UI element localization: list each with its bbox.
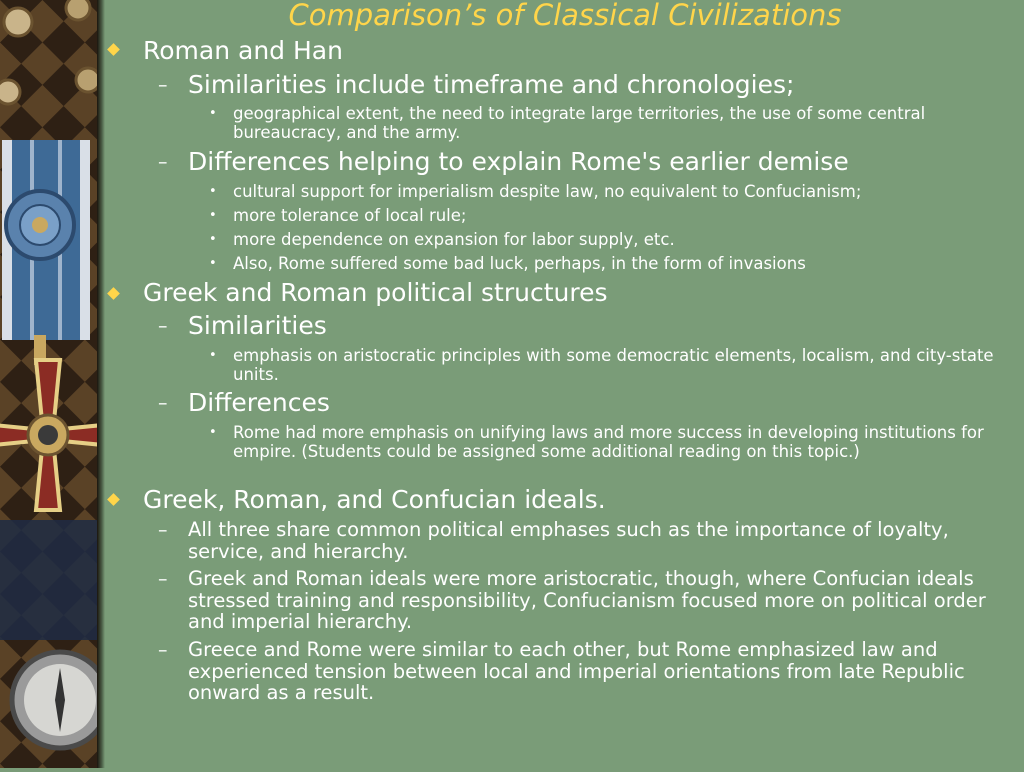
list-item: Differences helping to explain Rome's earlier demise: [188, 147, 849, 176]
section-heading: Greek and Roman political structures: [143, 278, 608, 307]
list-item: more tolerance of local rule;: [233, 206, 467, 225]
list-item: Also, Rome suffered some bad luck, perhaps, in the form of invasions: [233, 254, 806, 273]
list-item: Greece and Rome were similar to each other, but Rome emphasized law and experienced tension between local and imperial orientations from late Republic onward as a result.: [188, 638, 965, 704]
list-item: emphasis on aristocratic principles with some democratic elements, localism, and city-state units.: [233, 346, 994, 384]
list-item: Similarities include timeframe and chronologies;: [188, 70, 795, 99]
list-item: Rome had more emphasis on unifying laws and more success in developing institutions for empire. (Students could be assigned some additional reading on this topic.): [233, 423, 984, 461]
list-item: more dependence on expansion for labor supply, etc.: [233, 230, 675, 249]
dot-bullet-icon: •: [209, 256, 217, 271]
dash-bullet-icon: –: [158, 315, 168, 337]
diamond-bullet-icon: [107, 493, 120, 506]
dash-bullet-icon: –: [158, 151, 168, 173]
strip-shadow: [97, 0, 105, 768]
list-item: Greek and Roman ideals were more aristocratic, though, where Confucian ideals stressed training and responsibility, Confucianism focused more on political order and imperial hierarchy.: [188, 567, 986, 633]
diamond-bullet-icon: [107, 287, 120, 300]
list-item: Differences: [188, 388, 330, 417]
dash-bullet-icon: –: [158, 568, 168, 590]
list-item: All three share common political emphases such as the importance of loyalty, service, and hierarchy.: [188, 518, 949, 563]
dot-bullet-icon: •: [209, 425, 217, 440]
section-heading: Greek, Roman, and Confucian ideals.: [143, 485, 606, 514]
dot-bullet-icon: •: [209, 106, 217, 121]
decorative-medal-image: [0, 0, 97, 768]
list-item: cultural support for imperialism despite law, no equivalent to Confucianism;: [233, 182, 862, 201]
dash-bullet-icon: –: [158, 639, 168, 661]
list-item: geographical extent, the need to integrate large territories, the use of some central bureaucracy, and the army.: [233, 104, 926, 142]
dash-bullet-icon: –: [158, 519, 168, 541]
dot-bullet-icon: •: [209, 232, 217, 247]
section-heading: Roman and Han: [143, 36, 343, 65]
dot-bullet-icon: •: [209, 184, 217, 199]
diamond-bullet-icon: [107, 43, 120, 56]
list-item: Similarities: [188, 311, 327, 340]
dot-bullet-icon: •: [209, 348, 217, 363]
dash-bullet-icon: –: [158, 74, 168, 96]
dot-bullet-icon: •: [209, 208, 217, 223]
dash-bullet-icon: –: [158, 392, 168, 414]
slide-title: Comparison’s of Classical Civilizations: [288, 0, 842, 32]
